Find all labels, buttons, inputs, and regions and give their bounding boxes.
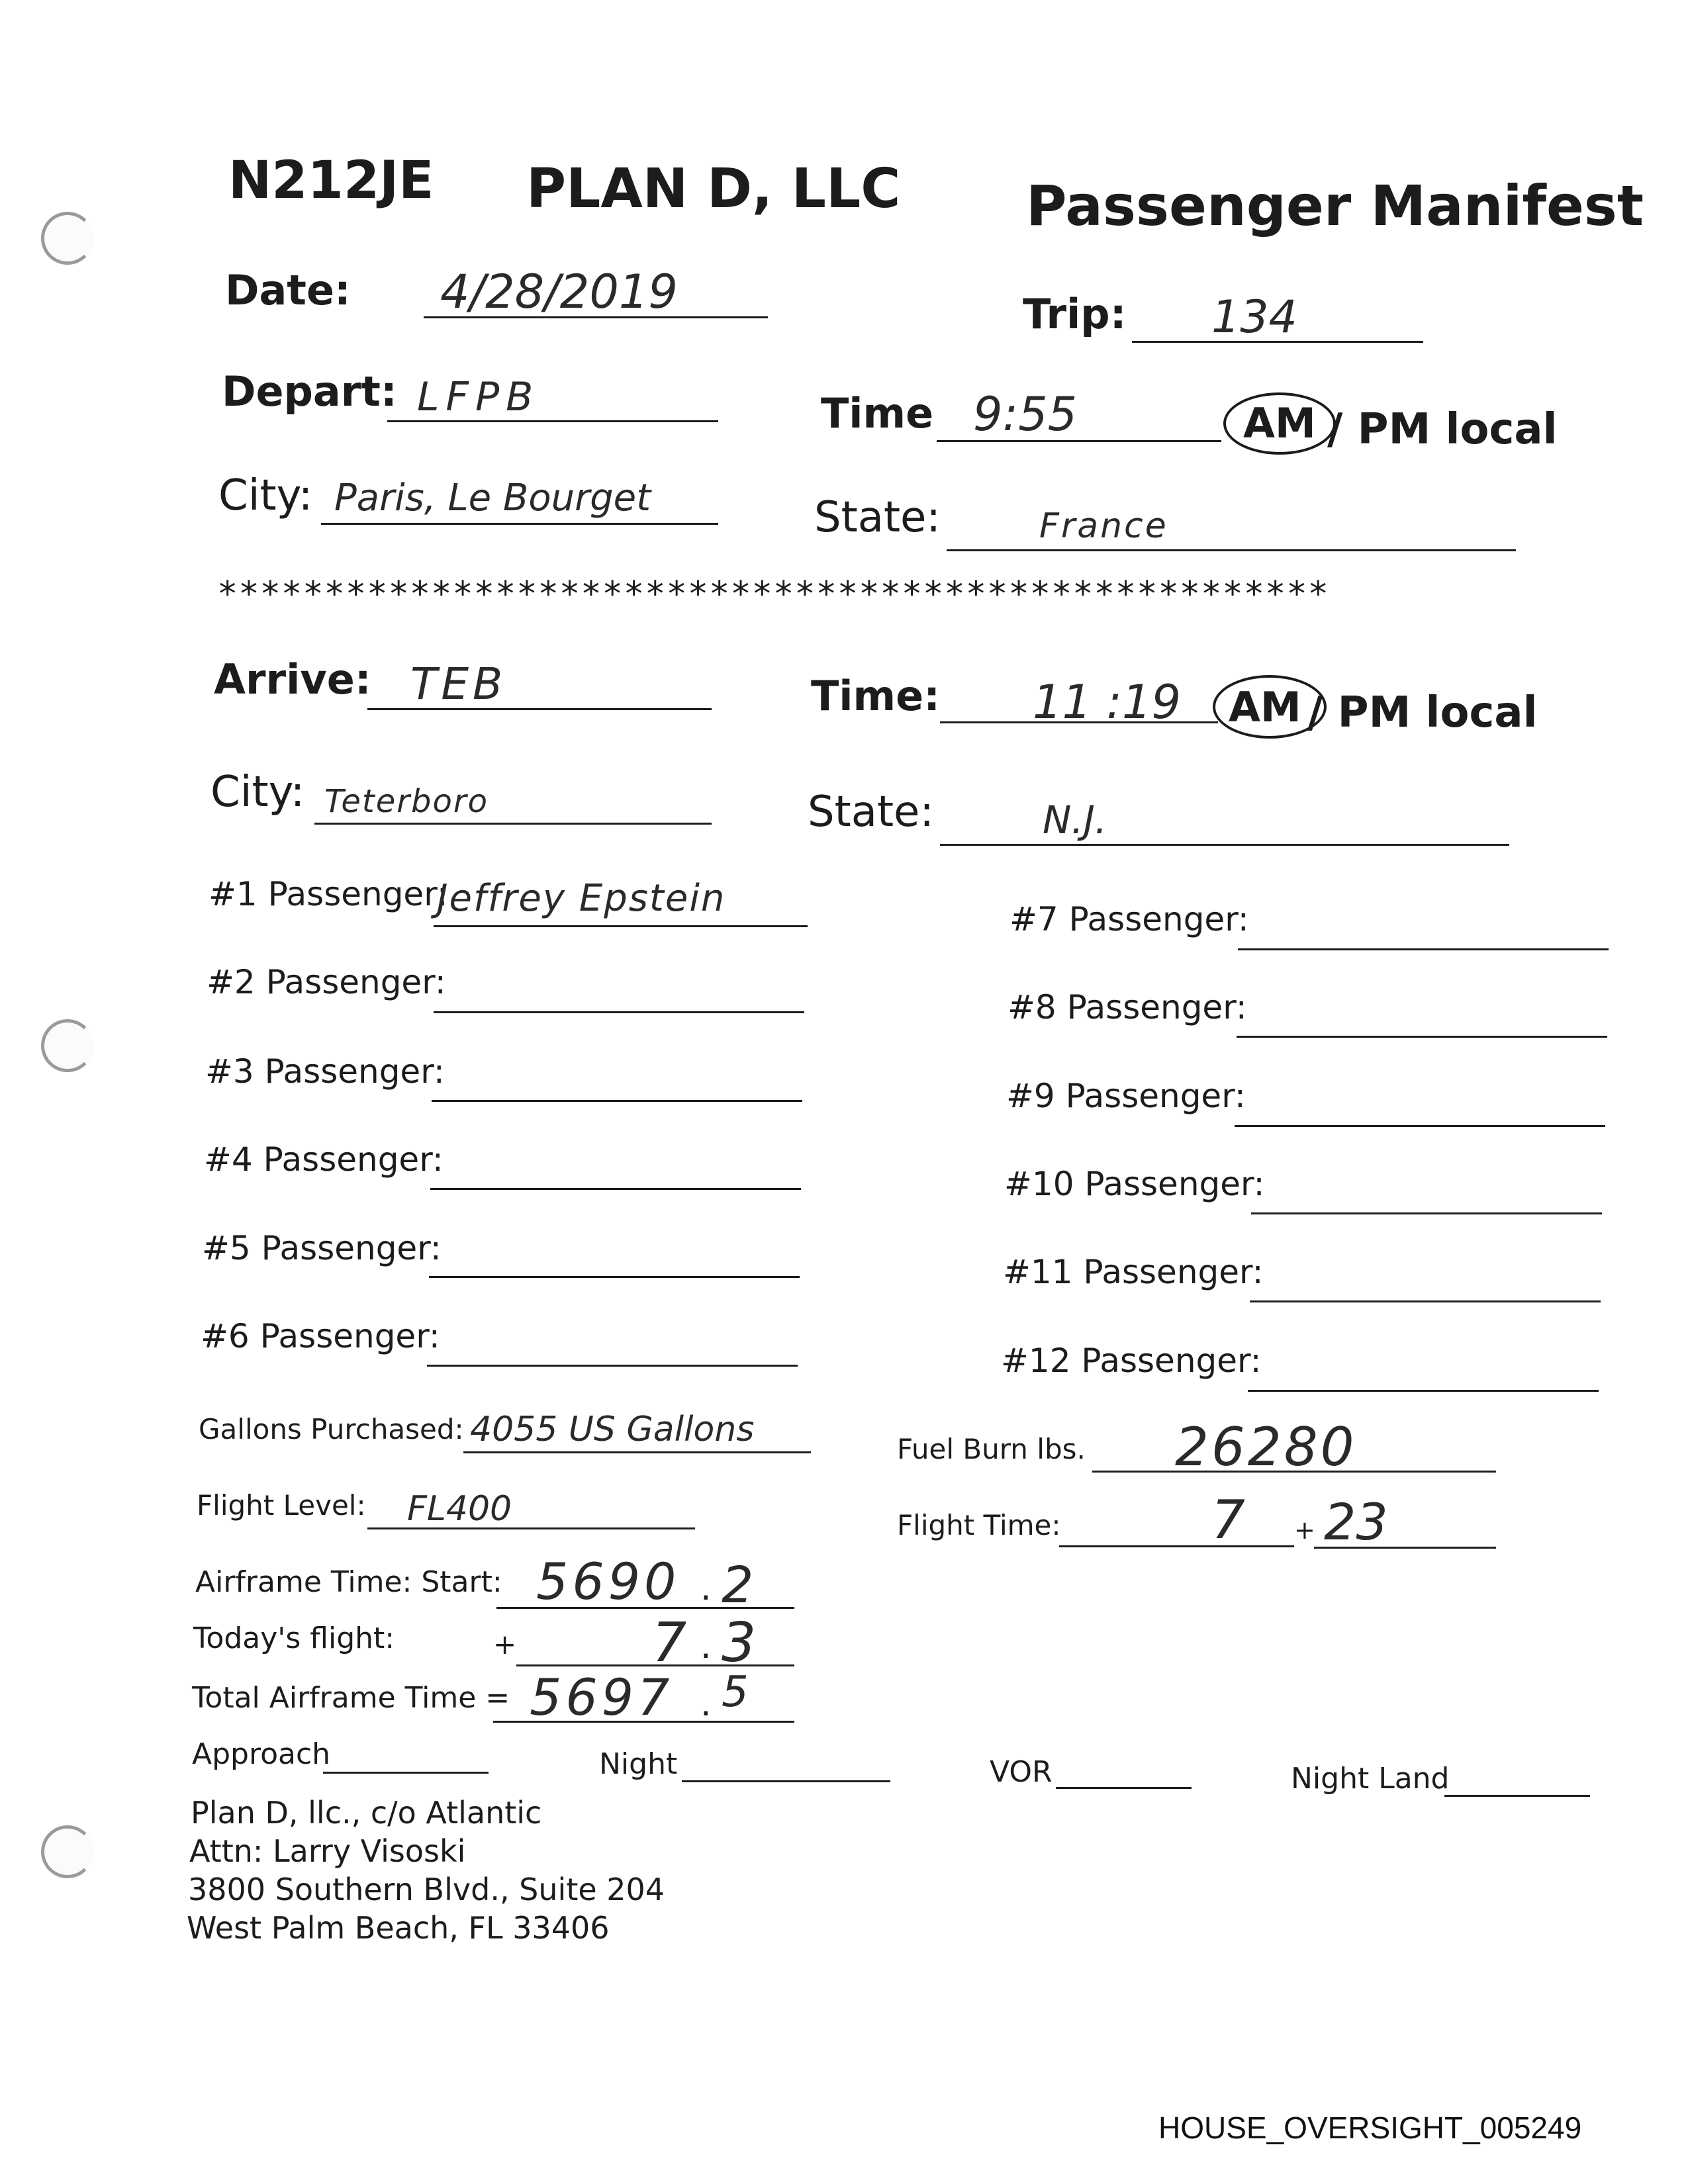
passenger-9-label: #9 Passenger:: [1006, 1077, 1246, 1115]
depart-am-label[interactable]: AM: [1243, 399, 1316, 447]
airframe-start-dot: .: [700, 1569, 712, 1608]
address-line-2: Attn: Larry Visoski: [189, 1833, 466, 1869]
total-airframe-tenth[interactable]: 5: [722, 1668, 749, 1717]
address-line-3: 3800 Southern Blvd., Suite 204: [188, 1872, 665, 1907]
passenger-9-line: [1235, 1125, 1605, 1127]
arrive-pm-local-label: / PM local: [1307, 688, 1538, 737]
passenger-5-line: [429, 1276, 800, 1278]
passenger-10-line: [1251, 1212, 1602, 1214]
flight-level-label: Flight Level:: [197, 1489, 366, 1522]
passenger-3-label: #3 Passenger:: [205, 1052, 445, 1091]
total-airframe-dot: .: [700, 1684, 712, 1724]
passenger-6-label: #6 Passenger:: [201, 1317, 440, 1355]
flight-time-minutes[interactable]: 23: [1324, 1492, 1388, 1551]
date-label: Date:: [225, 266, 351, 314]
passenger-10-label: #10 Passenger:: [1004, 1165, 1265, 1203]
depart-time-label: Time: [821, 389, 934, 437]
arrive-value[interactable]: TEB: [410, 659, 507, 709]
passenger-7-label: #7 Passenger:: [1009, 900, 1249, 938]
trip-label: Trip:: [1023, 290, 1127, 338]
bates-number: HOUSE_OVERSIGHT_005249: [1158, 2111, 1582, 2145]
night-line: [682, 1780, 890, 1782]
vor-label: VOR: [990, 1755, 1053, 1789]
depart-city-line: [321, 523, 718, 525]
flight-level-value[interactable]: FL400: [407, 1489, 512, 1529]
passenger-7-line: [1238, 948, 1609, 950]
total-airframe-whole[interactable]: 5697: [530, 1668, 674, 1727]
flight-time-label: Flight Time:: [897, 1509, 1061, 1541]
depart-pm-local-label: / PM local: [1327, 405, 1558, 454]
arrive-time-label: Time:: [811, 672, 940, 720]
gallons-purchased-value[interactable]: 4055 US Gallons: [470, 1410, 755, 1449]
todays-flight-plus: +: [493, 1628, 517, 1661]
binder-hole-bottom: [41, 1825, 94, 1878]
passenger-5-label: #5 Passenger:: [202, 1229, 442, 1267]
arrive-state-label: State:: [808, 788, 934, 837]
depart-city-value[interactable]: Paris, Le Bourget: [334, 477, 651, 520]
depart-city-label: City:: [218, 471, 313, 520]
passenger-2-label: #2 Passenger:: [207, 963, 446, 1001]
arrive-am-label[interactable]: AM: [1229, 683, 1301, 731]
passenger-1-value[interactable]: Jeffrey Epstein: [437, 877, 726, 920]
flight-time-hours[interactable]: 7: [1211, 1489, 1245, 1551]
address-line-1: Plan D, llc., c/o Atlantic: [191, 1795, 542, 1831]
airframe-start-tenth[interactable]: 2: [722, 1555, 754, 1614]
todays-flight-dot: .: [700, 1627, 712, 1666]
airframe-start-whole[interactable]: 5690: [536, 1552, 680, 1611]
trip-value[interactable]: 134: [1211, 291, 1297, 343]
tail-number: N212JE: [228, 151, 434, 210]
passenger-6-line: [427, 1365, 798, 1367]
night-land-label: Night Land: [1291, 1762, 1450, 1796]
approach-line: [323, 1772, 489, 1774]
passenger-1-line: [434, 925, 808, 927]
arrive-city-value[interactable]: Teterboro: [324, 783, 489, 820]
passenger-1-label: #1 Passenger:: [209, 875, 448, 913]
total-airframe-label: Total Airframe Time =: [192, 1681, 510, 1715]
arrive-time-value[interactable]: 11 :19: [1033, 675, 1181, 729]
passenger-3-line: [432, 1100, 802, 1102]
gallons-purchased-label: Gallons Purchased:: [199, 1413, 464, 1445]
night-land-line: [1444, 1795, 1590, 1797]
depart-line: [387, 420, 718, 422]
todays-flight-label: Today's flight:: [193, 1621, 395, 1655]
fuel-burn-label: Fuel Burn lbs.: [897, 1433, 1086, 1465]
depart-state-value[interactable]: France: [1039, 506, 1168, 546]
arrive-label: Arrive:: [214, 655, 371, 704]
depart-value[interactable]: LFPB: [417, 374, 540, 420]
airframe-start-label: Airframe Time: Start:: [195, 1565, 502, 1599]
approach-label: Approach: [192, 1737, 331, 1771]
gallons-purchased-line: [463, 1451, 811, 1453]
flight-time-hours-line: [1059, 1545, 1294, 1547]
arrive-state-line: [940, 844, 1509, 846]
passenger-8-line: [1237, 1036, 1607, 1038]
arrive-city-line: [314, 823, 712, 825]
vor-line: [1056, 1787, 1192, 1789]
passenger-4-label: #4 Passenger:: [204, 1140, 444, 1179]
company-name: PLAN D, LLC: [526, 158, 901, 220]
depart-label: Depart:: [222, 367, 397, 416]
arrive-city-label: City:: [211, 768, 305, 817]
passenger-4-line: [430, 1188, 801, 1190]
night-label: Night: [599, 1747, 678, 1781]
depart-state-label: State:: [814, 493, 941, 542]
section-separator: ****************************************************: [217, 574, 1329, 614]
todays-flight-whole[interactable]: 7: [652, 1612, 687, 1674]
depart-time-value[interactable]: 9:55: [973, 387, 1078, 441]
passenger-11-line: [1250, 1300, 1601, 1302]
passenger-8-label: #8 Passenger:: [1008, 988, 1247, 1026]
binder-hole-top: [41, 212, 94, 265]
binder-hole-middle: [41, 1019, 94, 1072]
todays-flight-tenth[interactable]: 3: [722, 1612, 757, 1674]
fuel-burn-value[interactable]: 26280: [1175, 1416, 1357, 1478]
passenger-12-label: #12 Passenger:: [1001, 1342, 1262, 1380]
depart-state-line: [947, 549, 1516, 551]
passenger-2-line: [434, 1011, 804, 1013]
date-value[interactable]: 4/28/2019: [440, 265, 678, 319]
flight-time-plus: +: [1294, 1516, 1315, 1545]
form-title: Passenger Manifest: [1026, 173, 1644, 238]
passenger-11-label: #11 Passenger:: [1003, 1253, 1264, 1291]
address-line-4: West Palm Beach, FL 33406: [187, 1910, 610, 1946]
arrive-state-value[interactable]: N.J.: [1043, 797, 1107, 842]
passenger-12-line: [1248, 1390, 1599, 1392]
